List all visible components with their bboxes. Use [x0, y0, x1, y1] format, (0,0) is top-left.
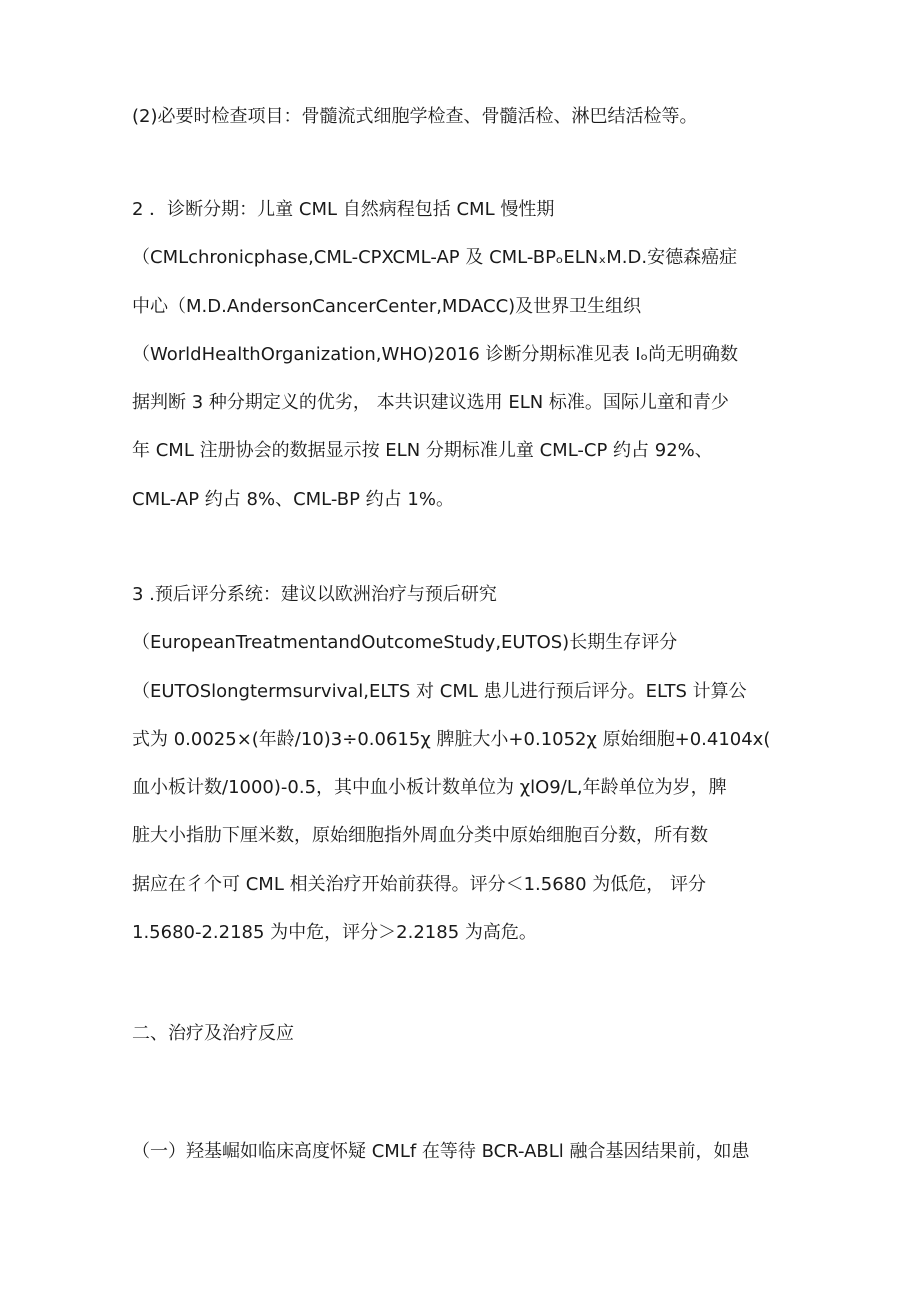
text-line: 血小板计数/1000)-0.5，其中血小板计数单位为 χlO9∕L,年龄单位为岁，脾: [132, 777, 727, 799]
text-line: （EUTOSlongtermsurvival,ELTS 对 CML 患儿进行预后评分。ELTS 计算公: [132, 680, 747, 702]
paragraph-optional-exams: [132, 93, 797, 141]
text-line: 3 .预后评分系统：建议以欧洲治疗与预后研究: [132, 584, 497, 605]
text-line: 脏大小指肋下厘米数，原始细胞指外周血分类中原始细胞百分数，所有数: [132, 825, 708, 847]
text-line: （CMLchronicphase,CML-CPXCML-AP 及 CML-BPₒELNₓM.D.安德森癌症: [132, 247, 738, 269]
paragraph-treatment-intro: [132, 1128, 797, 1176]
text-line: 据应在彳个可 CML 相关治疗开始前获得。评分＜1.5680 为低危， 评分: [132, 873, 706, 895]
paragraph-prognosis-scoring: [132, 571, 797, 957]
text-line: 2 ．诊断分期：儿童 CML 自然病程包括 CML 慢性期: [132, 199, 555, 220]
text-line: (2)必要时检查项目：骨髓流式细胞学检查、骨髓活检、淋巴结活检等。: [132, 106, 698, 127]
text-line: 1.5680-2.2185 为中危，评分＞2.2185 为高危。: [132, 922, 537, 944]
text-line: 中心（M.D.AndersonCancerCenter,MDACC)及世界卫生组织: [132, 295, 642, 317]
text-line: 据判断 3 种分期定义的优劣， 本共识建议选用 ELN 标准。国际儿童和青少: [132, 392, 729, 414]
paragraph-diagnosis-staging: [132, 186, 797, 524]
text-line: 年 CML 注册协会的数据显示按 ELN 分期标准儿童 CML-CP 约占 92%、: [132, 440, 713, 462]
text-line: （WorldHealthOrganization,WHO)2016 诊断分期标准见表 Iₒ尚无明确数: [132, 343, 739, 365]
text-line: CML-AP 约占 8%、CML-BP 约占 1%。: [132, 488, 454, 510]
text-line: 式为 0.0025×(年龄/10)3÷0.0615χ 脾脏大小+0.1052χ 原始细胞+0.4104x(: [132, 728, 771, 750]
text-line: （EuropeanTreatmentandOutcomeStudy,EUTOS)长期生存评分: [132, 632, 678, 654]
section-heading: 二、治疗及治疗反应: [132, 1023, 294, 1044]
text-line: （一）羟基崛如临床高度怀疑 CMLf 在等待 BCR-ABLl 融合基因结果前，如患: [132, 1141, 750, 1162]
